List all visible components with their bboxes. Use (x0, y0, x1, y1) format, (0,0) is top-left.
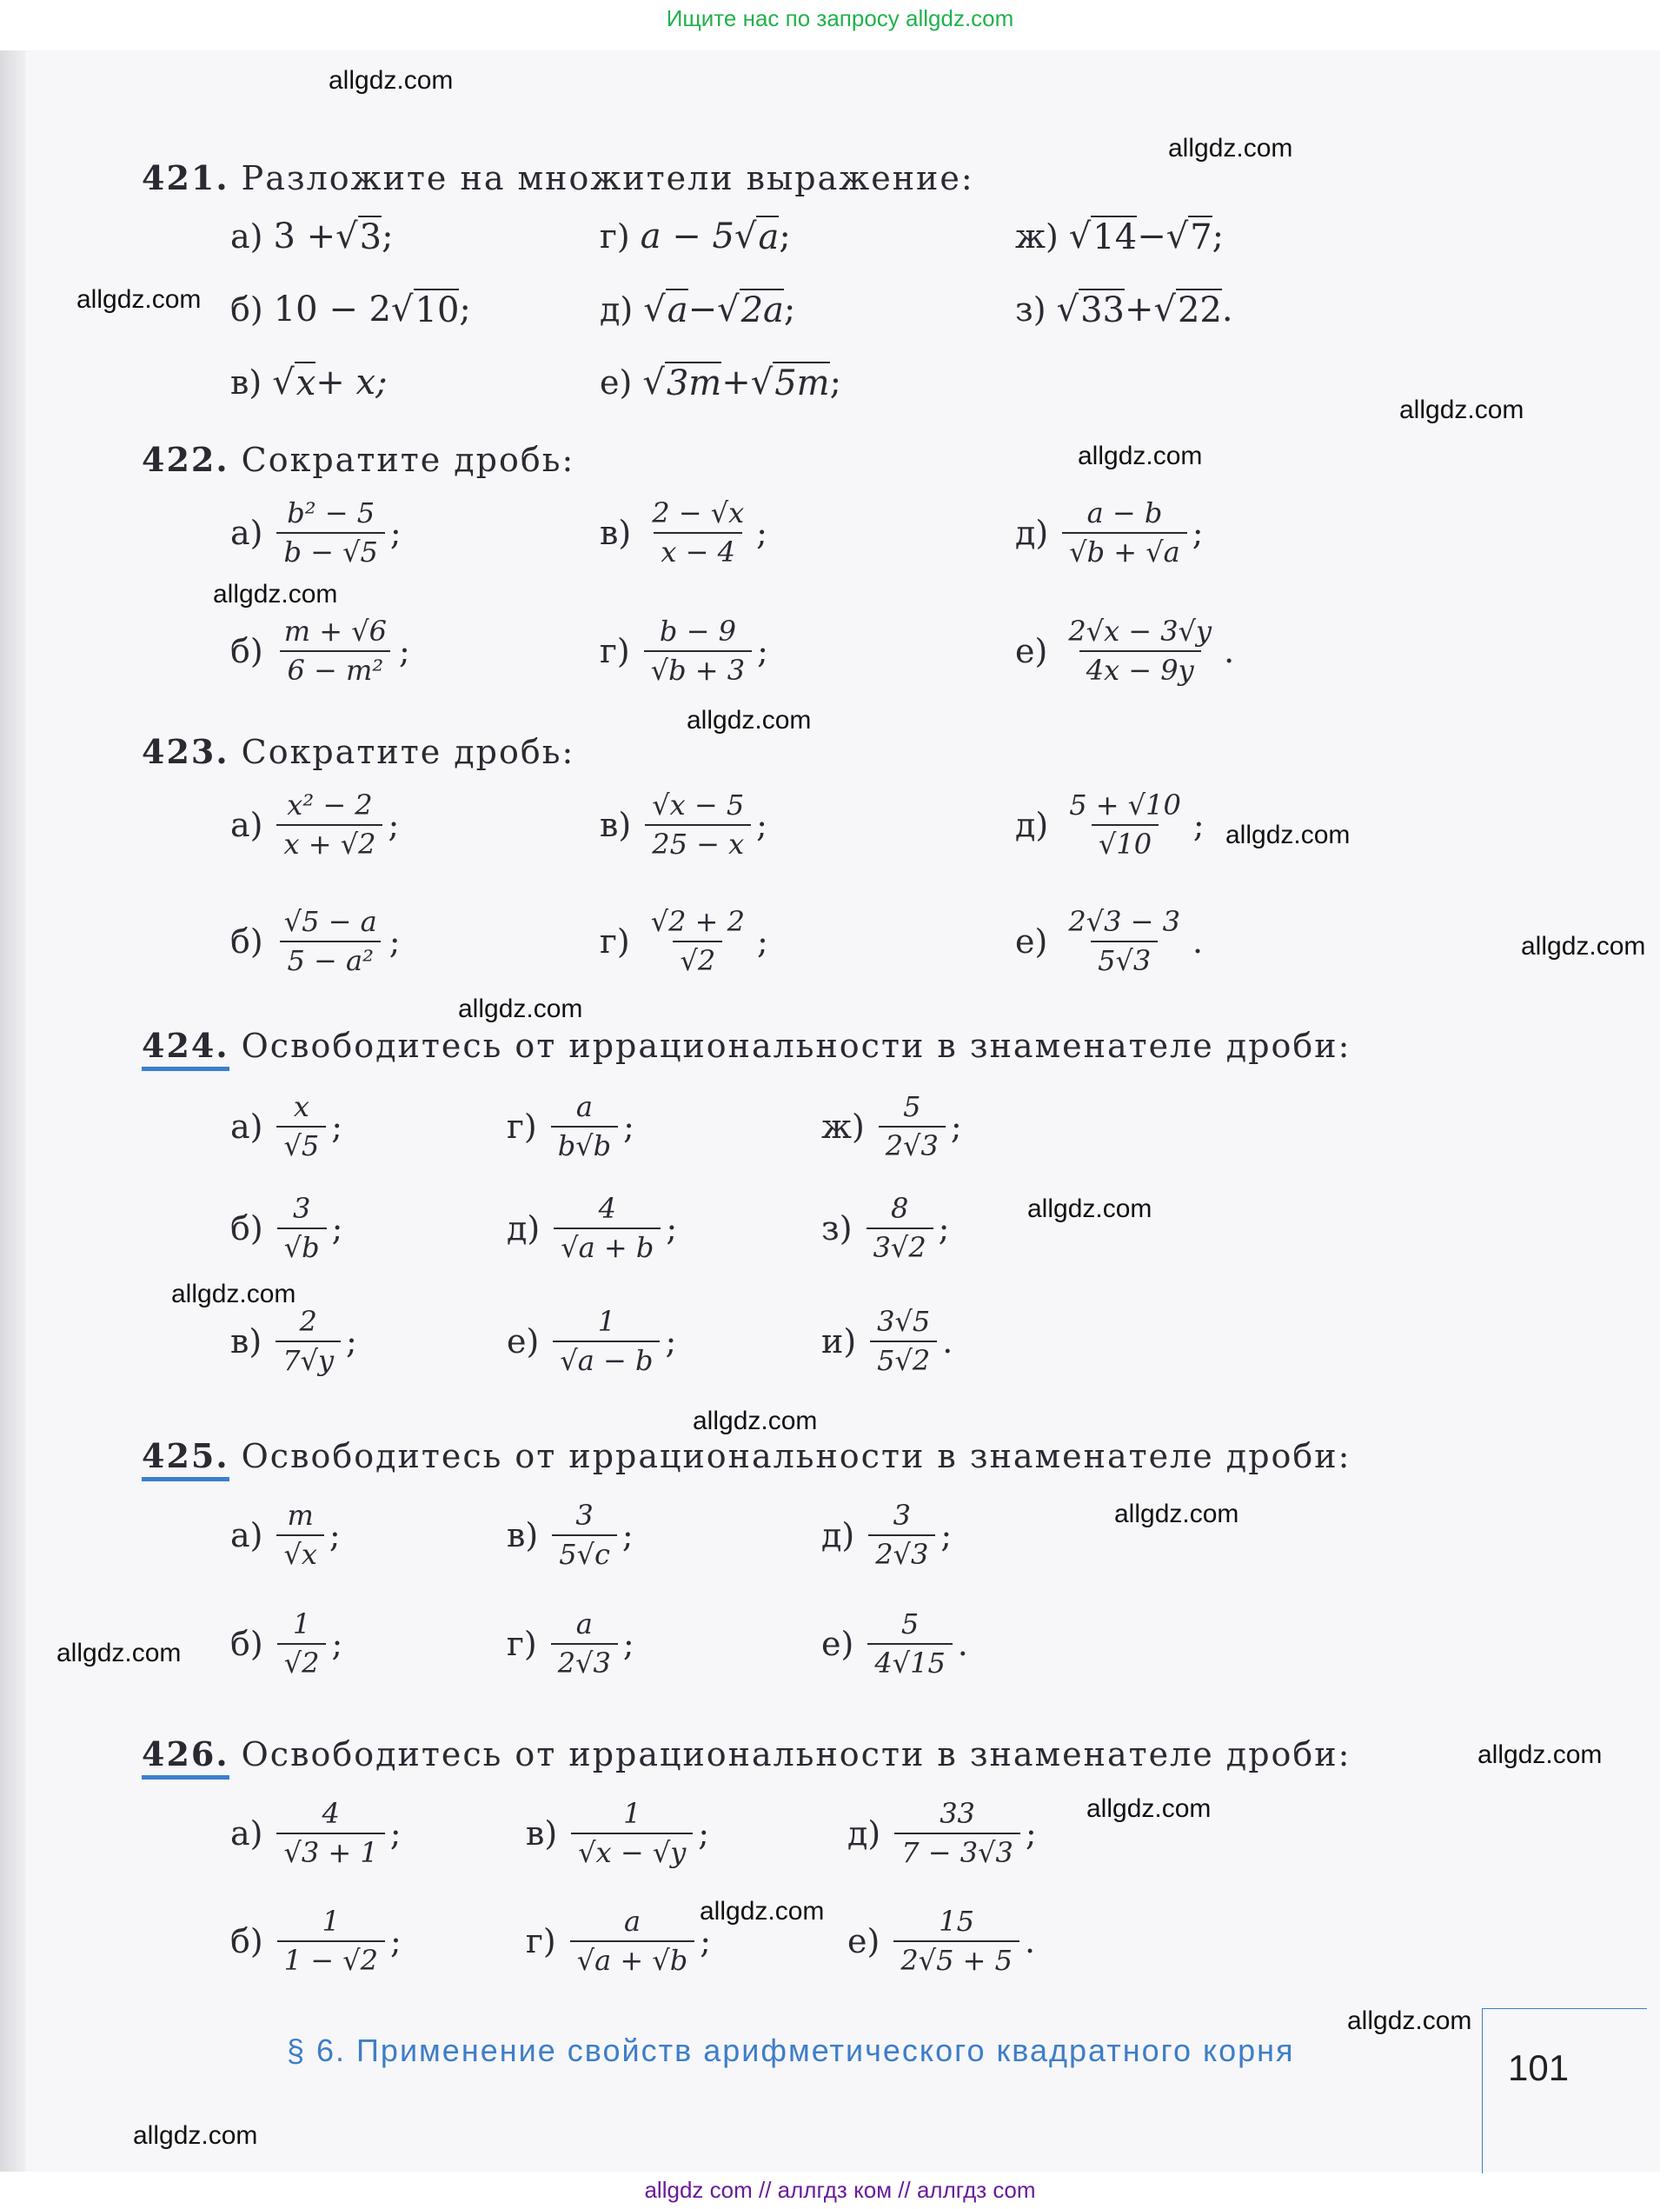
problem-title: Освободитесь от иррациональности в знаменателе дроби: (241, 1735, 1351, 1773)
problem-title: Сократите дробь: (241, 733, 575, 771)
frac-423-g (600, 906, 768, 977)
fraction (276, 1091, 326, 1162)
denominator: 2√3 (868, 1534, 935, 1571)
fraction (277, 1906, 385, 1977)
punct: ; (938, 1208, 950, 1248)
problem-425-heading (142, 1436, 1351, 1475)
numerator: 1 (292, 1607, 311, 1640)
problem-number: 422. (142, 440, 229, 479)
item-label: а) (230, 1813, 263, 1853)
fraction (645, 789, 751, 861)
fraction (276, 1306, 341, 1377)
denominator: 6 − m² (280, 650, 390, 687)
fraction (571, 1798, 693, 1869)
denominator: √2 (277, 1643, 327, 1680)
section-footer: § 6. Применение свойств арифметического квадратного корня (287, 2033, 1295, 2068)
page-edge-shadow (0, 50, 26, 2172)
fraction (570, 1906, 695, 1977)
problem-421-heading (142, 158, 974, 197)
fraction (870, 1306, 937, 1377)
frac-425-d (821, 1500, 952, 1571)
problem-424-heading (142, 1026, 1351, 1065)
punct: ; (388, 922, 401, 961)
numerator: b² − 5 (287, 496, 375, 529)
frac-422-e (1015, 615, 1234, 687)
denominator: √3 + 1 (276, 1833, 384, 1869)
expr-part: 10 − 2 (273, 289, 391, 329)
denominator: √x − √y (571, 1833, 693, 1869)
item-label: а) (230, 1515, 263, 1554)
item-label: б) (230, 1208, 263, 1248)
page-number: 101 (1508, 2047, 1570, 2088)
punct: ; (1025, 1813, 1037, 1853)
punct: . (1192, 922, 1204, 961)
punct: ; (331, 1208, 343, 1248)
numerator: 3√5 (877, 1305, 931, 1338)
watermark: allgdz.com (700, 1897, 825, 1926)
item-label: з) (1015, 290, 1046, 329)
denominator: 5 − a² (280, 941, 380, 977)
item-label: д) (1015, 805, 1049, 844)
denominator: 2√5 + 5 (893, 1940, 1019, 1977)
frac-424-d (507, 1193, 677, 1264)
problem-number: 426. (142, 1734, 229, 1780)
punct: ; (389, 1813, 402, 1853)
item-label: д) (507, 1208, 541, 1248)
numerator: 1 (322, 1905, 341, 1938)
numerator: 1 (623, 1797, 641, 1830)
numerator: √x − 5 (652, 788, 745, 822)
expr-421-b: б) 10 − 2 √ 10 ; (230, 289, 471, 330)
item-label: е) (600, 363, 633, 402)
denominator: x − 4 (654, 532, 742, 569)
radicand: 10 (415, 290, 460, 330)
punct: ; (621, 1515, 634, 1554)
frac-426-d (847, 1798, 1037, 1869)
problem-423-heading (142, 732, 574, 771)
denominator: √b (277, 1228, 327, 1264)
problem-number: 425. (142, 1436, 229, 1481)
fraction (1062, 497, 1187, 569)
expr-421-a: а) 3 + √ 3 ; (230, 216, 394, 257)
fraction (645, 497, 751, 569)
bottom-banner[interactable]: allgdz com // аллгдз ком // аллгдз com (644, 2177, 1036, 2203)
numerator: 2 (299, 1305, 317, 1338)
watermark: allgdz.com (1114, 1500, 1239, 1528)
frac-423-e (1015, 906, 1203, 977)
punct: ; (665, 1321, 677, 1361)
numerator: 3 (575, 1499, 594, 1532)
denominator: 1 − √2 (277, 1940, 385, 1977)
expr-421-z: з) √ 33 + √ 22 . (1015, 289, 1233, 330)
expr-421-e: е) √ 3m + √ 5m ; (600, 363, 842, 403)
expr-part: + (721, 363, 751, 403)
numerator: a (575, 1607, 593, 1640)
punct: ; (623, 1107, 634, 1146)
expr-part: − (1137, 216, 1166, 256)
denominator: √a + b (554, 1228, 661, 1264)
frac-425-b (230, 1608, 342, 1680)
punct: ; (389, 1921, 402, 1960)
frac-422-v (600, 497, 767, 569)
frac-424-i (821, 1306, 953, 1377)
frac-422-g (600, 615, 768, 687)
item-label: а) (230, 217, 263, 256)
frac-424-e (507, 1306, 676, 1377)
item-label: з) (821, 1208, 853, 1248)
denominator: x + √2 (276, 824, 382, 861)
frac-426-v (526, 1798, 709, 1869)
punct: . (1224, 631, 1235, 670)
denominator: 4x − 9y (1079, 650, 1201, 687)
item-label: г) (526, 1921, 556, 1960)
item-label: д) (821, 1515, 855, 1554)
frac-424-z (821, 1193, 949, 1264)
frac-426-g (526, 1906, 711, 1977)
numerator: √5 − a (283, 905, 377, 938)
item-label: и) (821, 1321, 857, 1361)
numerator: a (575, 1090, 593, 1123)
problem-number: 424. (142, 1026, 229, 1071)
frac-424-a (230, 1091, 342, 1162)
item-label: е) (1015, 922, 1048, 961)
radicand: 5m (774, 363, 830, 403)
frac-426-e (847, 1906, 1035, 1977)
denominator: √a − b (553, 1341, 660, 1377)
punct: ; (1192, 513, 1204, 552)
numerator: x (293, 1090, 309, 1123)
watermark: allgdz.com (1086, 1794, 1212, 1823)
numerator: 3 (292, 1192, 311, 1225)
numerator: x² − 2 (287, 788, 373, 822)
denominator: √b + √a (1062, 532, 1187, 569)
watermark: allgdz.com (329, 66, 454, 95)
frac-425-a (230, 1500, 341, 1571)
expr-part: . (1221, 289, 1233, 329)
problem-426-heading (142, 1734, 1351, 1773)
punct: ; (757, 922, 768, 961)
numerator: 3 (893, 1499, 911, 1532)
denominator: √b + 3 (644, 650, 752, 687)
numerator: 5 + √10 (1069, 788, 1181, 822)
problem-number: 421. (142, 158, 229, 197)
fraction (277, 906, 384, 977)
punct: ; (331, 1624, 343, 1663)
expr-part: ; (829, 363, 842, 403)
page-number-divider (1482, 2008, 1483, 2173)
fraction (551, 1091, 618, 1162)
radicand: a (758, 217, 780, 257)
fraction (1061, 615, 1218, 687)
problem-number: 423. (142, 732, 229, 771)
fraction (893, 1906, 1019, 1977)
item-label: б) (230, 922, 263, 961)
watermark: allgdz.com (1078, 442, 1203, 470)
item-label: в) (230, 1321, 262, 1361)
watermark: allgdz.com (1168, 134, 1293, 163)
punct: ; (756, 513, 767, 552)
frac-424-zh (821, 1091, 962, 1162)
expr-421-d: д) √ a − √ 2a ; (600, 289, 796, 330)
watermark: allgdz.com (76, 285, 202, 314)
item-label: ж) (821, 1107, 865, 1146)
expr-421-v: в) √ x + x; (230, 363, 388, 403)
expr-part: ; (779, 216, 791, 256)
radicand: 3 (359, 217, 382, 257)
denominator: 3√2 (867, 1228, 933, 1264)
fraction (894, 1798, 1020, 1869)
punct: ; (389, 513, 402, 552)
item-label: д) (1015, 513, 1049, 552)
frac-426-a (230, 1798, 402, 1869)
expr-part: + x; (315, 363, 388, 403)
item-label: в) (600, 805, 632, 844)
punct: ; (329, 1515, 341, 1554)
item-label: а) (230, 1107, 263, 1146)
punct: ; (666, 1208, 678, 1248)
numerator: a − b (1086, 496, 1163, 529)
punct: ; (398, 631, 410, 670)
denominator: √2 (673, 941, 722, 977)
frac-425-e (821, 1608, 968, 1680)
item-label: б) (230, 1624, 263, 1663)
punct: ; (698, 1813, 710, 1853)
item-label: г) (600, 922, 630, 961)
fraction (868, 1500, 935, 1571)
item-label: в) (600, 513, 632, 552)
watermark: allgdz.com (1225, 821, 1351, 849)
frac-423-d (1015, 789, 1205, 861)
denominator: 4√15 (867, 1643, 952, 1680)
watermark: allgdz.com (1347, 2006, 1472, 2035)
fraction (1061, 906, 1187, 977)
numerator: a (623, 1905, 641, 1938)
item-label: д) (600, 290, 634, 329)
frac-422-d (1015, 497, 1204, 569)
frac-424-v (230, 1306, 357, 1377)
watermark: allgdz.com (171, 1280, 296, 1308)
denominator: √a + √b (570, 1940, 695, 1977)
frac-425-v (507, 1500, 634, 1571)
numerator: 2√x − 3√y (1068, 615, 1212, 648)
radicand: 33 (1080, 290, 1125, 330)
radicand: 2a (740, 290, 784, 330)
problem-title: Разложите на множители выражение: (241, 159, 974, 197)
watermark: allgdz.com (133, 2121, 258, 2150)
watermark: allgdz.com (687, 706, 812, 735)
fraction (1062, 789, 1188, 861)
numerator: 15 (939, 1905, 974, 1938)
fraction (277, 1193, 327, 1264)
expr-part: ; (459, 289, 471, 329)
watermark: allgdz.com (56, 1639, 182, 1667)
item-label: б) (230, 290, 263, 329)
punct: . (957, 1624, 968, 1663)
item-label: б) (230, 631, 263, 670)
item-label: е) (847, 1921, 880, 1960)
denominator: √x (276, 1534, 323, 1571)
frac-423-a (230, 789, 399, 861)
expr-421-g: г) a − 5 √ a ; (600, 216, 791, 257)
punct: ; (346, 1321, 357, 1361)
item-label: ж) (1015, 217, 1059, 256)
watermark: allgdz.com (1477, 1740, 1603, 1769)
numerator: m (287, 1499, 314, 1532)
item-label: е) (821, 1624, 854, 1663)
watermark: allgdz.com (693, 1407, 818, 1435)
problem-title: Сократите дробь: (241, 441, 575, 479)
numerator: 1 (597, 1305, 616, 1338)
expr-part: + (1124, 289, 1154, 329)
frac-425-g (507, 1608, 634, 1680)
radicand: 7 (1190, 217, 1212, 257)
denominator: 5√c (552, 1534, 617, 1571)
denominator: √10 (1092, 824, 1159, 861)
item-label: в) (526, 1813, 558, 1853)
frac-423-b (230, 906, 401, 977)
item-label: г) (600, 631, 630, 670)
denominator: 5√2 (870, 1341, 937, 1377)
expr-part: ; (382, 216, 394, 256)
fraction (276, 1500, 323, 1571)
watermark: allgdz.com (1027, 1194, 1152, 1223)
punct: ; (700, 1921, 712, 1960)
problem-title: Освободитесь от иррациональности в знаменателе дроби: (241, 1027, 1351, 1065)
punct: ; (331, 1107, 343, 1146)
numerator: √2 + 2 (650, 905, 745, 938)
expr-part: − (687, 289, 718, 329)
denominator: 5√3 (1091, 941, 1158, 977)
fraction (277, 1608, 327, 1680)
frac-422-b (230, 615, 410, 687)
page-number-divider-top (1482, 2008, 1647, 2009)
frac-422-a (230, 497, 402, 569)
item-label: г) (507, 1107, 537, 1146)
fraction (552, 1500, 617, 1571)
punct: ; (950, 1107, 962, 1146)
item-label: г) (507, 1624, 537, 1663)
numerator: 4 (598, 1192, 616, 1225)
punct: ; (757, 631, 768, 670)
expr-part: 3 + (273, 216, 336, 256)
fraction (644, 906, 752, 977)
denominator: 7√y (276, 1341, 341, 1377)
radicand: 14 (1092, 217, 1138, 257)
fraction (867, 1193, 933, 1264)
watermark: allgdz.com (1521, 932, 1646, 961)
fraction (276, 1798, 384, 1869)
punct: ; (1192, 805, 1205, 844)
denominator: 7 − 3√3 (894, 1833, 1020, 1869)
frac-423-v (600, 789, 767, 861)
watermark: allgdz.com (458, 995, 583, 1023)
fraction (554, 1193, 661, 1264)
fraction (551, 1608, 618, 1680)
punct: ; (756, 805, 767, 844)
numerator: 33 (940, 1797, 975, 1830)
numerator: 8 (890, 1192, 909, 1225)
fraction (879, 1091, 946, 1162)
fraction (276, 497, 384, 569)
punct: . (942, 1321, 953, 1361)
item-label: е) (507, 1321, 540, 1361)
item-label: г) (600, 217, 630, 256)
numerator: 5 (903, 1090, 921, 1123)
item-label: в) (507, 1515, 539, 1554)
item-label: б) (230, 1921, 263, 1960)
punct: ; (940, 1515, 953, 1554)
denominator: √5 (276, 1126, 326, 1162)
denominator: b√b (551, 1126, 618, 1162)
expr-part: ; (1212, 216, 1225, 256)
radicand: 3m (666, 363, 722, 403)
fraction (553, 1306, 660, 1377)
denominator: 2√3 (879, 1126, 946, 1162)
fraction (867, 1608, 952, 1680)
frac-426-b (230, 1906, 402, 1977)
numerator: b − 9 (659, 615, 736, 648)
fraction (276, 789, 382, 861)
numerator: 2√3 − 3 (1068, 905, 1180, 938)
item-label: д) (847, 1813, 881, 1853)
frac-424-b (230, 1193, 342, 1264)
expr-part: ; (783, 289, 796, 329)
punct: . (1024, 1921, 1036, 1960)
expr-421-zh: ж) √ 14 − √ 7 ; (1015, 216, 1225, 257)
radicand: x (295, 363, 316, 403)
item-label: в) (230, 363, 262, 402)
expr-part: a − 5 (640, 216, 734, 256)
numerator: 5 (900, 1607, 920, 1640)
problem-title: Освободитесь от иррациональности в знаменателе дроби: (241, 1437, 1351, 1475)
watermark: allgdz.com (213, 580, 338, 609)
item-label: е) (1015, 631, 1048, 670)
denominator: 2√3 (551, 1643, 618, 1680)
fraction (644, 615, 752, 687)
radicand: 22 (1177, 290, 1222, 330)
item-label: а) (230, 513, 263, 552)
watermark: allgdz.com (1399, 396, 1524, 424)
numerator: 2 − √x (652, 496, 745, 529)
numerator: 4 (322, 1797, 340, 1830)
item-label: а) (230, 805, 263, 844)
top-banner[interactable]: Ищите нас по запросу allgdz.com (666, 5, 1014, 31)
denominator: 25 − x (645, 824, 751, 861)
denominator: b − √5 (276, 532, 384, 569)
punct: ; (622, 1624, 634, 1663)
punct: ; (388, 805, 400, 844)
frac-424-g (507, 1091, 634, 1162)
radicand: a (667, 290, 688, 330)
fraction (277, 615, 394, 687)
numerator: m + √6 (283, 615, 387, 648)
problem-422-heading (142, 440, 574, 479)
